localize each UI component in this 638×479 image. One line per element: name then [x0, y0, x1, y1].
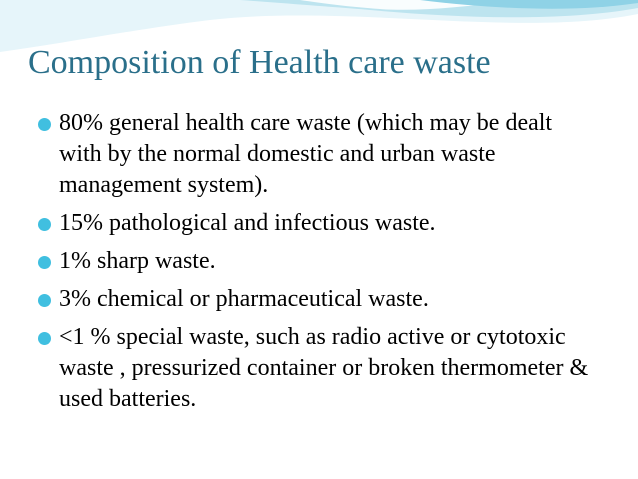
filled-circle-icon	[38, 256, 51, 269]
bullet-item	[38, 322, 598, 415]
filled-circle-icon	[38, 118, 51, 131]
bullet-item	[38, 208, 598, 239]
bullet-item	[38, 284, 598, 315]
filled-circle-icon	[38, 218, 51, 231]
bullet-text: <1 % special waste, such as radio active or cytotoxic waste , pressurized container or broken thermometer & used batteries.	[59, 324, 589, 412]
slide-title: Composition of Health care waste	[28, 44, 491, 81]
bullet-text: 1% sharp waste.	[59, 248, 216, 274]
bullet-text: 15% pathological and infectious waste.	[59, 210, 436, 236]
bullet-item	[38, 246, 598, 277]
filled-circle-icon	[38, 294, 51, 307]
bullet-text: 80% general health care waste (which may be dealt with by the normal domestic and urban waste management system).	[59, 110, 553, 198]
bullet-list	[38, 108, 598, 422]
bullet-text: 3% chemical or pharmaceutical waste.	[59, 286, 429, 312]
bullet-item	[38, 108, 598, 201]
filled-circle-icon	[38, 332, 51, 345]
